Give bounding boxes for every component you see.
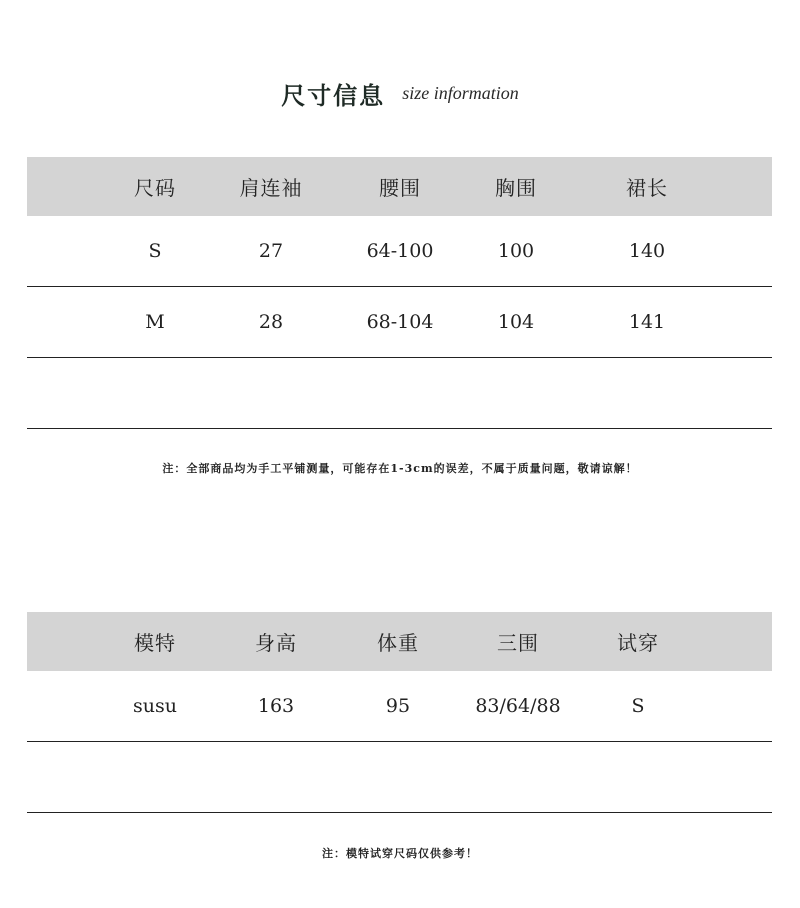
cell-shoulder-sleeve: 27 [258, 240, 284, 262]
model-table-header [27, 612, 772, 671]
cell-weight: 95 [385, 695, 411, 717]
header-model: 模特 [134, 631, 176, 655]
header-shoulder-sleeve: 肩连袖 [239, 176, 303, 200]
cell-size: M [145, 311, 165, 333]
cell-bust: 104 [497, 311, 535, 333]
table-row-empty [27, 358, 772, 429]
cell-waist: 64-100 [366, 240, 434, 262]
table-row [27, 216, 772, 287]
cell-waist: 68-104 [366, 311, 434, 333]
cell-height: 163 [257, 695, 295, 717]
size-table-header [27, 157, 772, 216]
table-row [27, 671, 772, 742]
cell-bust: 100 [497, 240, 535, 262]
header-skirt-length: 裙长 [626, 176, 668, 200]
cell-skirt-length: 141 [628, 311, 666, 333]
table-row [27, 287, 772, 358]
size-note: 注：全部商品均为手工平铺测量，可能存在1-3cm的误差，不属于质量问题，敬请谅解！ [162, 462, 638, 475]
size-table [27, 157, 772, 429]
model-table [27, 612, 772, 813]
header-size: 尺码 [134, 176, 176, 200]
title-chinese: 尺寸信息 [281, 81, 386, 110]
header-waist: 腰围 [379, 176, 421, 200]
cell-measurements: 83/64/88 [475, 695, 561, 717]
header-height: 身高 [255, 631, 297, 655]
cell-skirt-length: 140 [628, 240, 666, 262]
cell-shoulder-sleeve: 28 [258, 311, 284, 333]
header-try-on: 试穿 [617, 631, 659, 655]
header-bust: 胸围 [495, 176, 537, 200]
header-measurements: 三围 [497, 631, 539, 655]
cell-model: susu [133, 695, 177, 717]
header-weight: 体重 [377, 631, 419, 655]
table-row-empty [27, 742, 772, 813]
title-english: size information [402, 83, 519, 103]
model-note: 注：模特试穿尺码仅供参考！ [322, 847, 478, 860]
cell-size: S [148, 240, 162, 262]
page-title [0, 76, 800, 111]
cell-try-on: S [631, 695, 645, 717]
